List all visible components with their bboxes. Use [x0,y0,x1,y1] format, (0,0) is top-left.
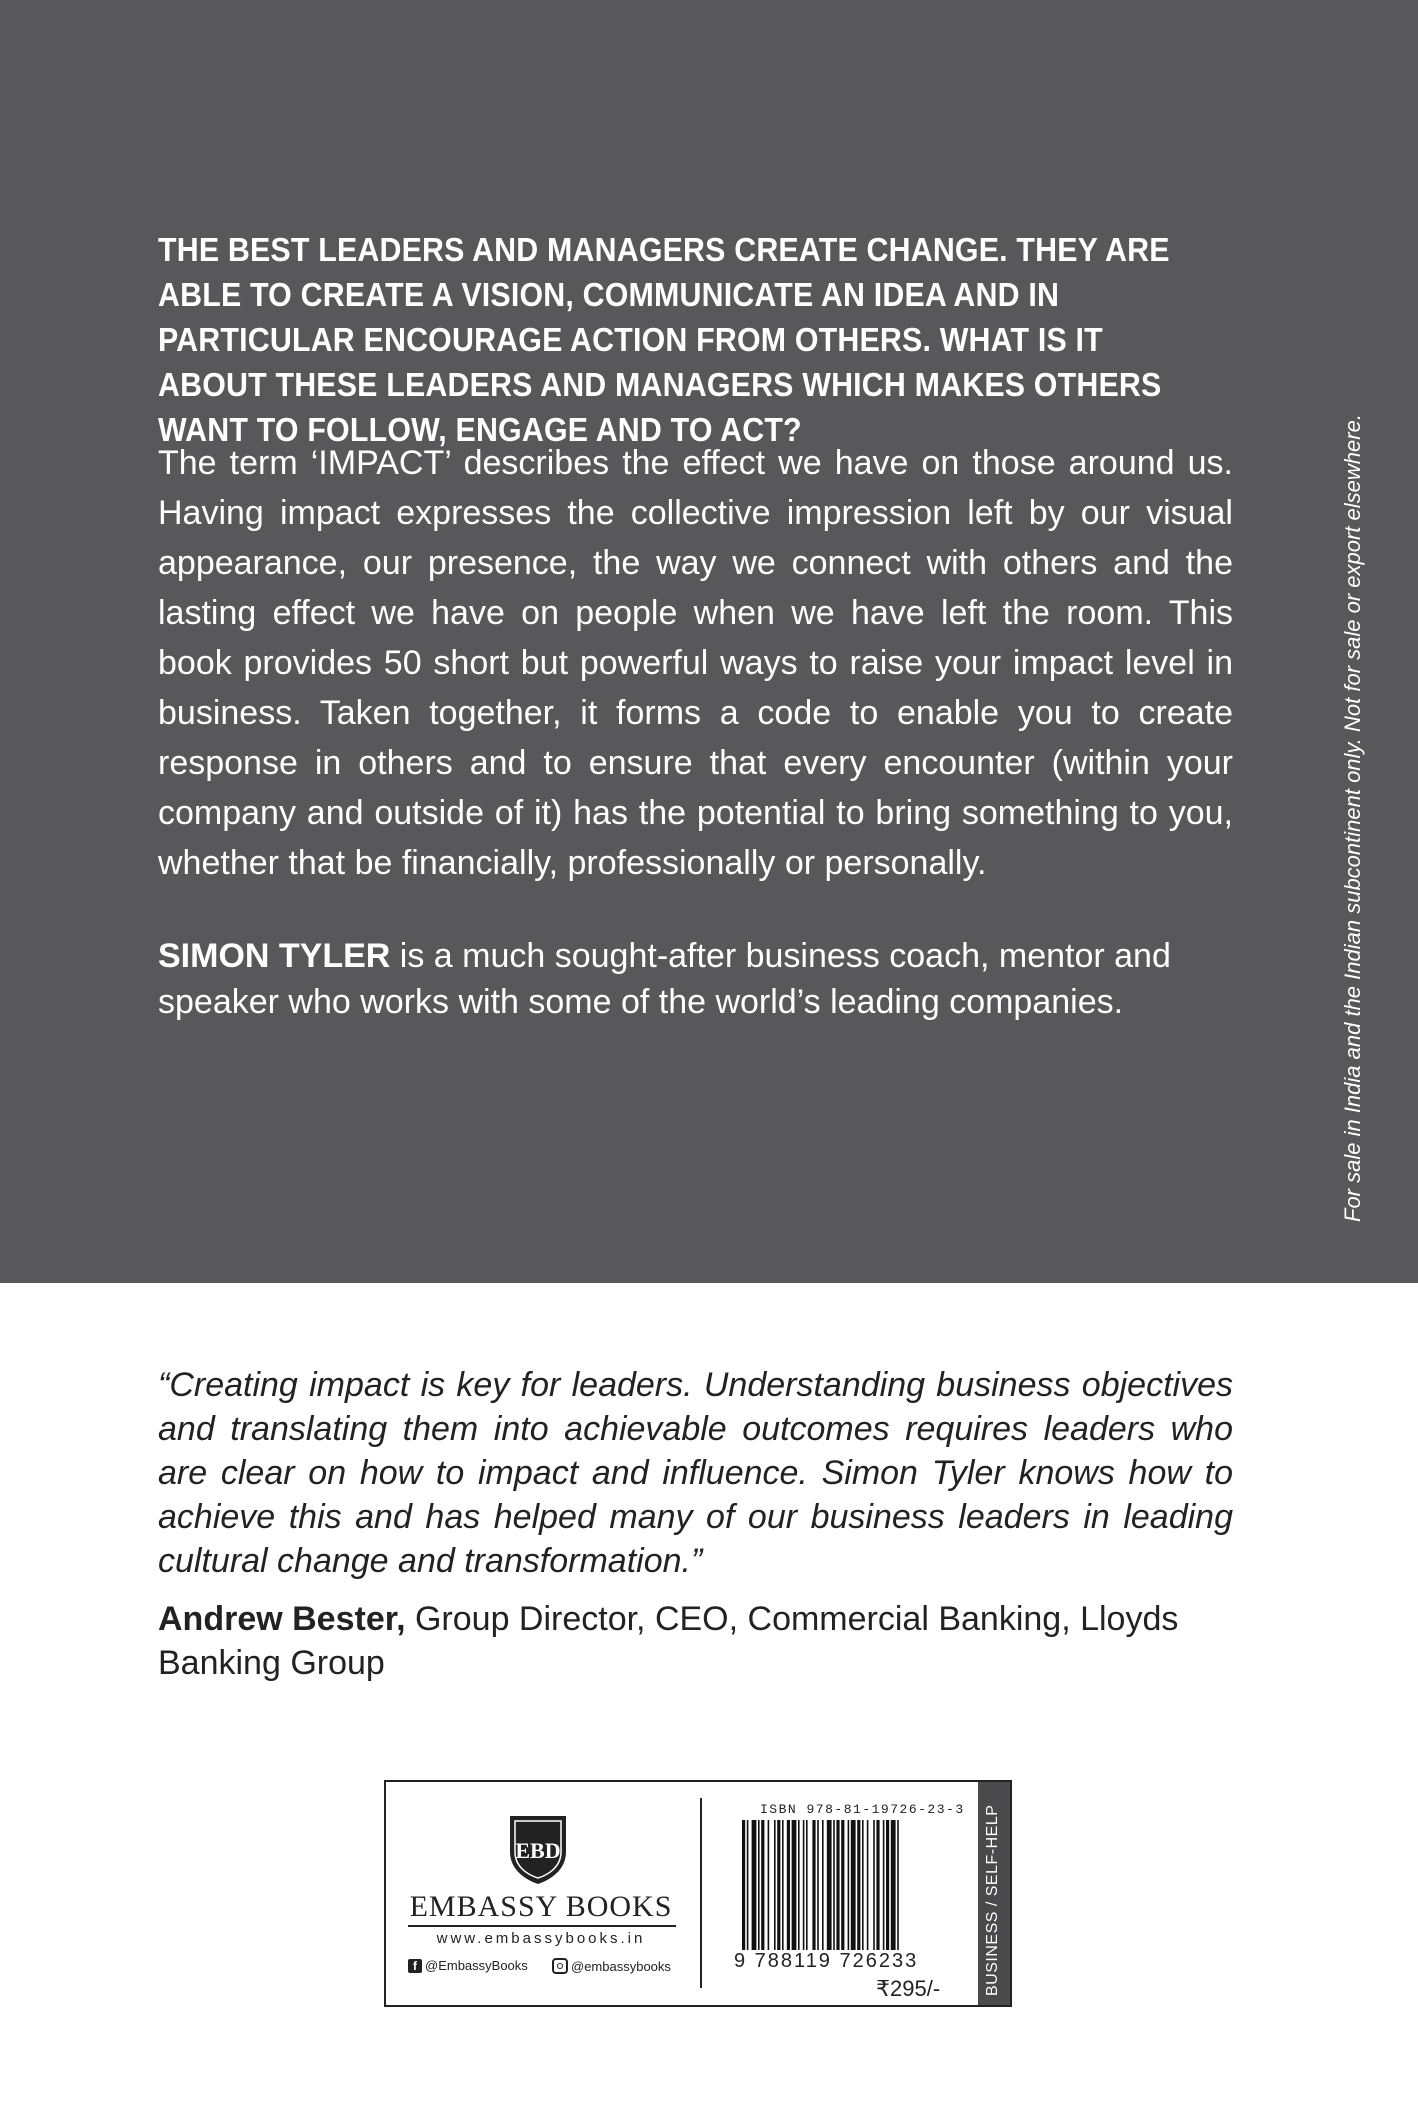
author-bio [158,933,1238,1025]
publisher-name: EMBASSY BOOKS [409,1890,673,1923]
sale-restriction-note: For sale in India and the Indian subcontinent only. Not for sale or export elsewhere. [1340,414,1365,1222]
author-bio-text: is a much sought-after business coach, mentor and speaker who works with some of the world’s leading companies. [158,937,1171,1021]
facebook-icon: f [408,1959,422,1973]
publisher-rule [408,1925,676,1927]
isbn-digits: 9 788119 726233 [734,1950,919,1972]
endorser-name: Andrew Bester, [158,1600,406,1638]
logo-initials: EBD [515,1838,561,1863]
instagram-icon [552,1958,568,1974]
headline: THE BEST LEADERS AND MANAGERS CREATE CHANGE. THEY ARE ABLE TO CREATE A VISION, COMMUNICATE AN IDEA AND IN PARTICULAR ENCOURAGE ACTION FROM OTHERS. WHAT IS IT ABOUT THESE LEADERS AND MANAGERS WHICH MAKES OTHERS WANT TO FOLLOW, ENGAGE AND TO ACT? [158,231,1170,448]
imprint-box [384,1780,1012,2007]
publisher-logo-area [386,1782,696,2005]
endorser-role: Group Director, CEO, Commercial Banking, Lloyds Banking Group [158,1600,1179,1682]
imprint-divider [700,1798,702,1988]
barcode [734,1820,959,1950]
endorsement-quote: “Creating impact is key for leaders. Understanding business objectives and translating them into achievable outcomes requires leaders who are clear on how to impact and influence. Simon Tyler knows how to achieve this and has helped many of our business leaders in leading cultural change and transformation.” [158,1366,1233,1580]
price: ₹295/- [876,1976,941,2001]
publisher-website: www.embassybooks.in [436,1930,646,1947]
facebook-handle-text: @EmbassyBooks [425,1958,528,1973]
book-description: The term ‘IMPACT’ describes the effect we have on those around us. Having impact expresses the collective impression left by our visual appearance, our presence, the way we connect with others and the lasting effect we have on people when we have left the room. This book provides 50 short but powerful ways to raise your impact level in business. Taken together, it forms a code to enable you to create response in others and to ensure that every encounter (within your company and outside of it) has the potential to bring something to you, whether that be financially, professionally or personally. [158,444,1233,882]
publisher-shield-icon [506,1812,570,1886]
category-band [978,1782,1010,2005]
isbn-label: ISBN 978-81-19726-23-3 [760,1802,965,1817]
instagram-handle [552,1958,671,1974]
author-name: SIMON TYLER [158,937,391,975]
instagram-handle-text: @embassybooks [571,1958,671,1974]
endorsement-attribution [158,1597,1233,1685]
facebook-handle [408,1958,528,1973]
category-label: BUSINESS / SELF-HELP [984,1804,1001,1996]
